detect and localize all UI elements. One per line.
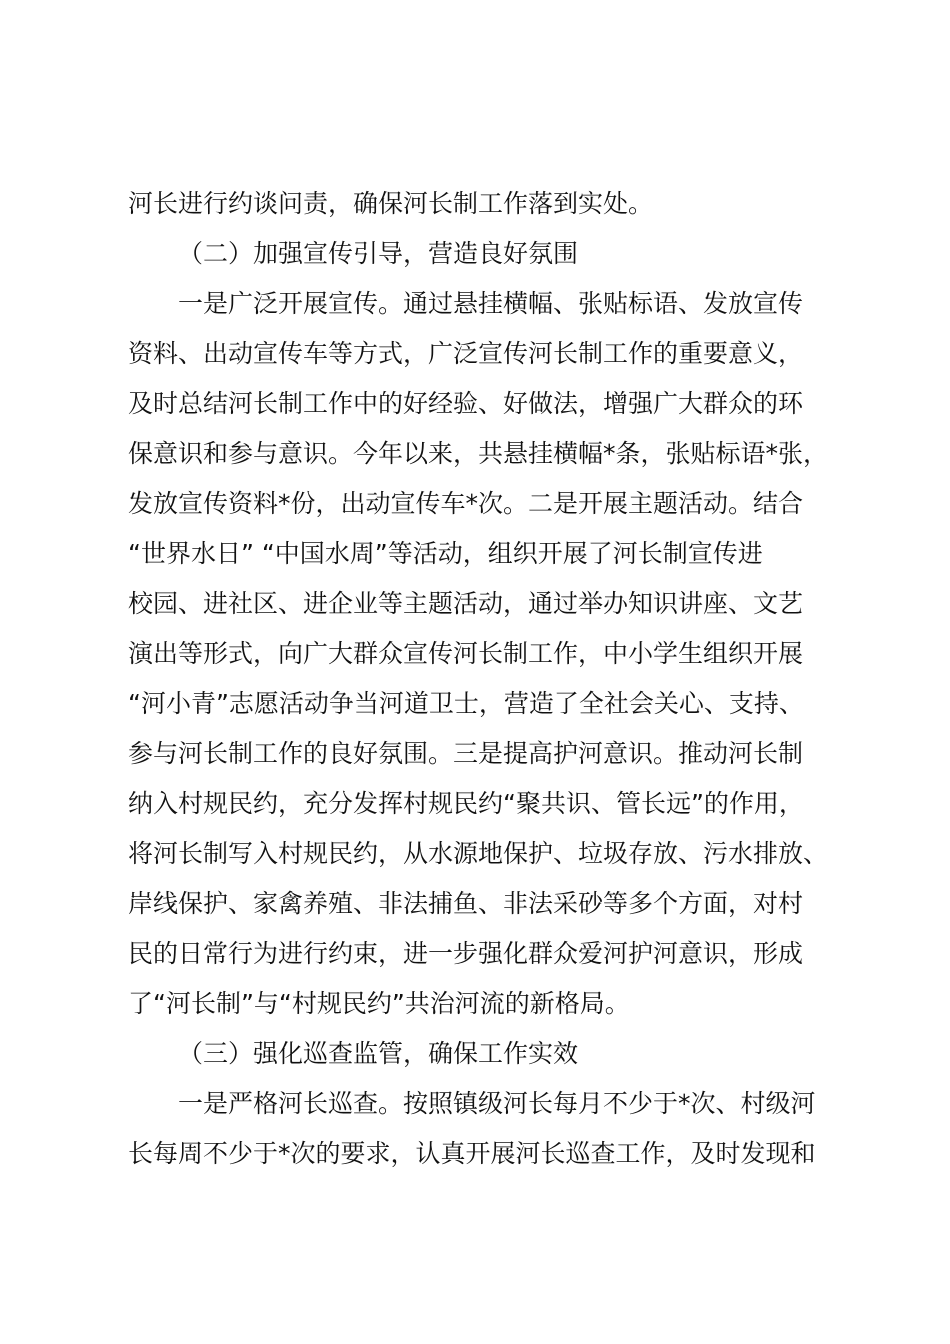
body-text-line: 纳入村规民约，充分发挥村规民约“聚共识、管长远”的作用， (128, 789, 804, 818)
body-text-line: 发放宣传资料*份，出动宣传车*次。二是开展主题活动。结合 (128, 489, 804, 518)
body-text-line: 一是严格河长巡查。按照镇级河长每月不少于*次、村级河 (178, 1089, 816, 1118)
body-text-line: 民的日常行为进行约束，进一步强化群众爱河护河意识，形成 (128, 939, 804, 968)
body-text-line: 长每周不少于*次的要求，认真开展河长巡查工作，及时发现和 (128, 1139, 816, 1168)
section-heading: （二）加强宣传引导，营造良好氛围 (178, 239, 579, 268)
body-text-line: 一是广泛开展宣传。通过悬挂横幅、张贴标语、发放宣传 (178, 289, 804, 318)
body-text-line: 校园、进社区、进企业等主题活动，通过举办知识讲座、文艺 (128, 589, 804, 618)
body-text-line: “世界水日” “中国水周”等活动，组织开展了河长制宣传进 (128, 539, 763, 568)
body-text-line: “河小青”志愿活动争当河道卫士，营造了全社会关心、支持、 (128, 689, 804, 718)
body-text-line: 将河长制写入村规民约，从水源地保护、垃圾存放、污水排放、 (128, 839, 829, 868)
body-text-line: 及时总结河长制工作中的好经验、好做法，增强广大群众的环 (128, 389, 804, 418)
body-text-line: 资料、出动宣传车等方式，广泛宣传河长制工作的重要意义， (128, 339, 804, 368)
body-text-line: 河长进行约谈问责，确保河长制工作落到实处。 (128, 189, 654, 218)
body-text-line: 岸线保护、家禽养殖、非法捕鱼、非法采砂等多个方面，对村 (128, 889, 804, 918)
body-text-line: 参与河长制工作的良好氛围。三是提高护河意识。推动河长制 (128, 739, 804, 768)
section-heading: （三）强化巡查监管，确保工作实效 (178, 1039, 579, 1068)
body-text-line: 演出等形式，向广大群众宣传河长制工作，中小学生组织开展 (128, 639, 804, 668)
body-text-line: 了“河长制”与“村规民约”共治河流的新格局。 (128, 989, 630, 1018)
body-text-line: 保意识和参与意识。今年以来，共悬挂横幅*条，张贴标语*张， (128, 439, 829, 468)
